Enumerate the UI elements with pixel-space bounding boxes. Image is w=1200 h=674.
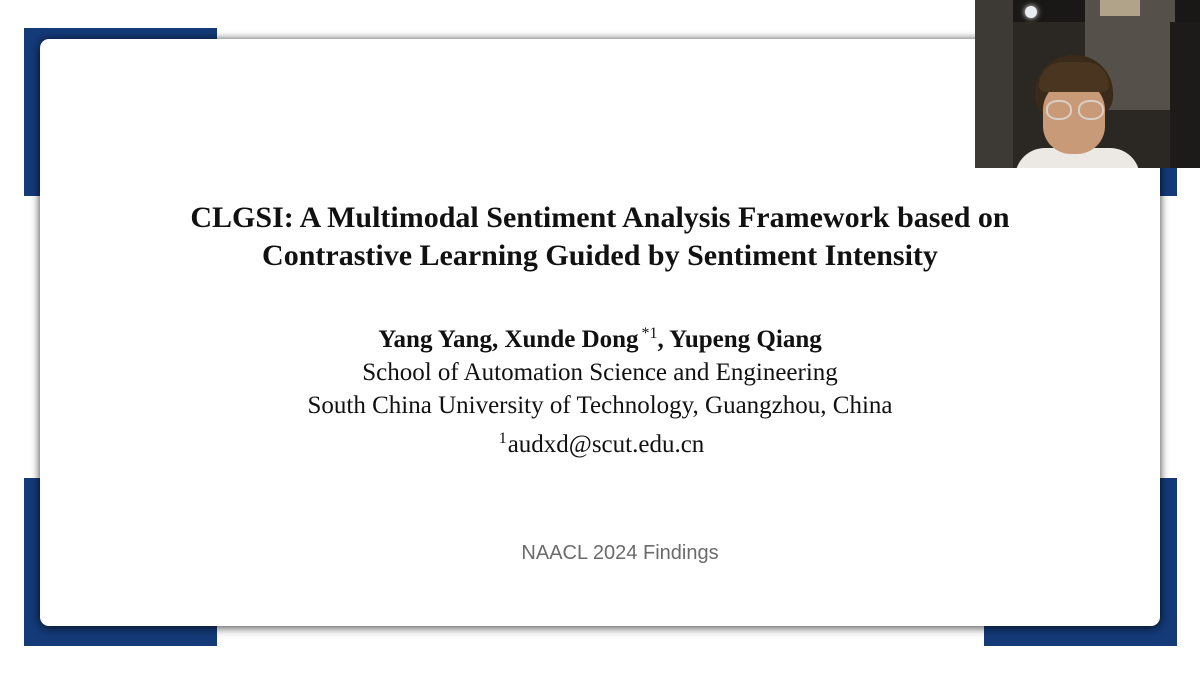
presenter-glasses-left: [1046, 100, 1072, 120]
webcam-window-glow: [1100, 0, 1140, 16]
webcam-background-door: [1170, 22, 1200, 168]
slide-title: [40, 199, 1160, 275]
author-names-rest: , Yupeng Qiang: [657, 326, 822, 353]
webcam-ceiling-light: [1025, 6, 1037, 18]
affiliation-university: South China University of Technology, Guangzhou, China: [307, 392, 893, 419]
webcam-background-wall: [975, 0, 1013, 168]
email-footnote-mark: 1: [498, 430, 507, 447]
webcam-overlay[interactable]: [975, 0, 1200, 168]
author-names-first: Yang Yang, Xunde Dong: [378, 326, 639, 353]
author-block: [40, 317, 1160, 461]
venue-label: NAACL 2024 Findings: [521, 542, 719, 564]
email-address: audxd@scut.edu.cn: [507, 431, 705, 458]
title-line-2: Contrastive Learning Guided by Sentiment Intensity: [262, 239, 938, 272]
presenter-glasses-right: [1078, 100, 1104, 120]
presenter-fringe: [1039, 62, 1109, 92]
title-line-1: CLGSI: A Multimodal Sentiment Analysis Framework based on: [190, 201, 1010, 234]
author-email: [40, 422, 1160, 461]
affiliation-school: School of Automation Science and Engineering: [362, 359, 838, 386]
corresponding-author-mark: *1: [641, 325, 658, 342]
author-names: [40, 317, 1160, 356]
